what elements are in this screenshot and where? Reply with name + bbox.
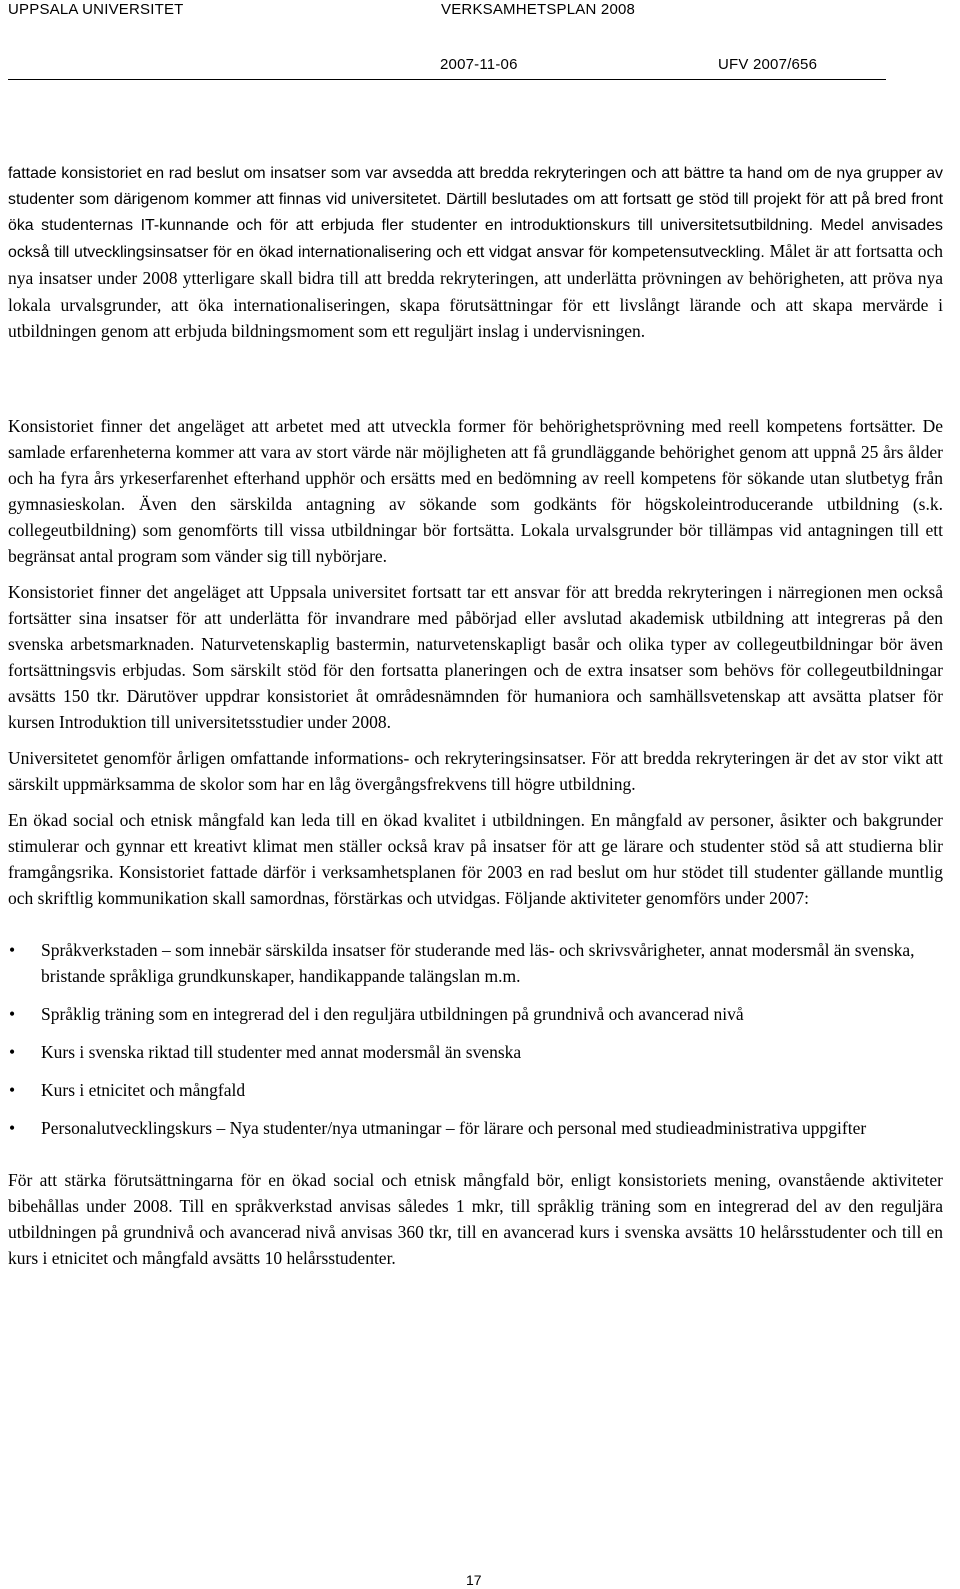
paragraph-1-sans-part: fattade konsistoriet en rad beslut om insatser som var avsedda att bredda rekryteringen och att bättre ta hand om de nya grupper av studenter som därigenom kommer att finnas vid universitetet. Därtill beslutades om att fortsatt ge stöd till projekt för att på bred front öka studenternas IT-kunnande och för att erbjuda fler studenter en introduktionskurs till universitetsutbildning. Medel anvisades också till utvecklingsinsatser för en ökad internationalisering och ett vidgat ansvar för kompetensutveckling. (8, 165, 943, 261)
bullet-icon: • (9, 1042, 16, 1062)
list-item-text: Språklig träning som en integrerad del i den reguljära utbildningen på grundnivå och avancerad nivå (41, 1004, 744, 1024)
paragraph-4: Universitetet genomför årligen omfattande informations- och rekryteringsinsatser. För att bredda rekryteringen är det av stor vikt att särskilt uppmärksamma de skolor som har en låg övergångsfrekvens till högre utbildning. (8, 748, 943, 794)
paragraph-5: En ökad social och etnisk mångfald kan leda till en ökad kvalitet i utbildningen. En mångfald av personer, åsikter och bakgrunder stimulerar och gynnar ett kreativt klimat men ställer också krav på insatser för att ge lärare och studenter stöd så att studierna blir framgångsrika. Konsistoriet fattade därför i verksamhetsplanen för 2003 en rad beslut om hur stödet till studenter gällande muntlig och skriftlig kommunikation skall samordnas, förstärkas och utvidgas. Följande aktiviteter genomförs under 2007: (8, 810, 943, 908)
list-item (8, 1115, 943, 1141)
document-date: 2007-11-06 (440, 56, 518, 73)
header-row-bottom (8, 56, 886, 76)
list-item (8, 937, 943, 989)
paragraph-6: För att stärka förutsättningarna för en ökad social och etnisk mångfald bör, enligt konsistoriets mening, ovanstående aktiviteter bibehållas under 2008. Till en språkverkstad anvisas således 1 mkr, till språklig träning som en integrerad del av den reguljära utbildningen på grundnivå och avancerad nivå anvisas 360 tkr, till en avancerad kurs i svenska avsätts 10 helårsstudenter och till en kurs i etnicitet och mångfald avsätts 10 helårsstudenter. (8, 1170, 943, 1268)
bullet-icon: • (9, 1118, 16, 1138)
main-text (8, 413, 943, 1281)
page-number: 17 (466, 1572, 482, 1588)
bullet-icon: • (9, 940, 16, 960)
list-item (8, 1039, 943, 1065)
paragraph-1-serif-part: Målet är att fortsatta och nya insatser under 2008 ytterligare skall bidra till att bredda rekryteringen, att underlätta prövningen av behörigheten, att pröva nya lokala urvalsgrunder, att öka internationaliseringen, skapa förutsättningar för ett livslångt lärande och att skapa mervärde i utbildningen genom att erbjuda bildningsmoment som ett reguljärt inslag i undervisningen. (8, 240, 943, 342)
list-item-text: Kurs i svenska riktad till studenter med annat modersmål än svenska (41, 1042, 522, 1062)
list-item-text: Personalutvecklingskurs – Nya studenter/nya utmaningar – för lärare och personal med studieadministrativa uppgifter (41, 1118, 867, 1138)
list-item (8, 1077, 943, 1103)
paragraph-1 (8, 161, 943, 346)
bullet-icon: • (9, 1080, 16, 1100)
header-divider (8, 79, 886, 80)
list-item-text: Språkverkstaden – som innebär särskilda insatser för studerande med läs- och skrivsvårigheter, annat modersmål än svenska, bristande språkliga grundkunskaper, handikappande talängslan m.m. (41, 940, 915, 986)
bullet-icon: • (9, 1004, 16, 1024)
university-name: UPPSALA UNIVERSITET (8, 1, 184, 18)
activity-list (8, 937, 943, 1141)
header-row-top (8, 1, 886, 21)
list-item-text: Kurs i etnicitet och mångfald (41, 1080, 246, 1100)
document-title: VERKSAMHETSPLAN 2008 (441, 1, 636, 18)
paragraph-2: Konsistoriet finner det angeläget att arbetet med att utveckla former för behörighetsprövning med reell kompetens fortsätter. De samlade erfarenheterna kommer att vara av stort värde när möjligheten att få grundläggande behörighet genom att uppnå 25 års ålder och ha fyra års yrkeserfarenhet efterhand upphör och ersätts med en bedömning av reell kompetens för sökande utan slutbetyg från gymnasieskolan. Även den särskilda antagning av sökande som godkänts för högskoleintroducerande utbildning (s.k. collegeutbildning) som genomförts till vissa utbildningar bör fortsätta. Lokala urvalsgrunder bör tillämpas vid antagningen till ett begränsat antal program som vänder sig till nybörjare. (8, 416, 943, 566)
paragraph-3: Konsistoriet finner det angeläget att Uppsala universitet fortsatt tar ett ansvar för att bredda rekryteringen i närregionen men också fortsätter sina insatser för att underlätta för invandrare med påbörjad eller avslutad akademisk utbildning att integreras på den svenska arbetsmarknaden. Naturvetenskaplig bastermin, naturvetenskapligt basår och olika typer av collegeutbildningar bör även fortsättningsvis erbjudas. Som särskilt stöd för den fortsatta planeringen och de extra insatser som behövs för collegeutbildningar avsätts 150 tkr. Därutöver uppdrar konsistoriet åt områdesnämnden för humaniora och samhällsvetenskap att avsätta platser för kursen Introduktion till universitetsstudier under 2008. (8, 582, 943, 732)
list-item (8, 1001, 943, 1027)
document-reference: UFV 2007/656 (718, 56, 818, 73)
